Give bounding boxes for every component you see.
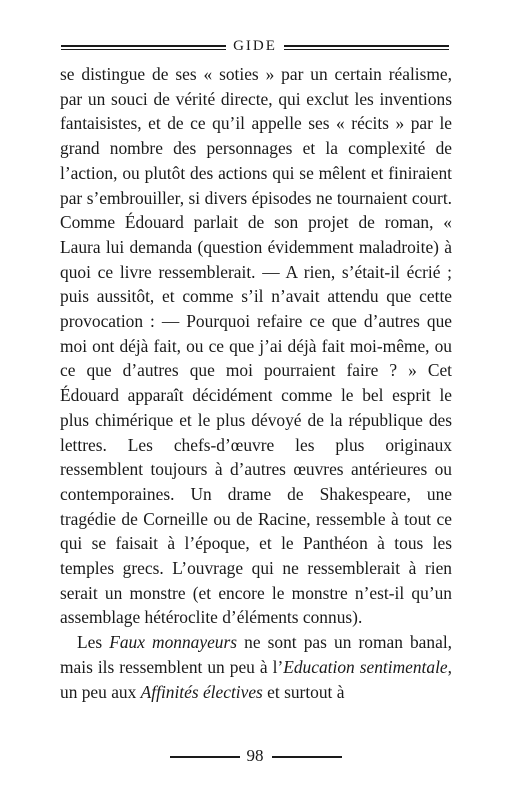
running-head: GIDE	[233, 38, 277, 54]
book-title-education-sentimentale: Education sentimentale	[283, 656, 448, 677]
footer-rule-right	[272, 756, 342, 758]
paragraph-2	[60, 630, 452, 704]
body-text	[60, 62, 452, 704]
p2-text-d: et surtout à	[262, 681, 345, 702]
p2-text-a: Les	[77, 632, 110, 653]
p2-text-b: ne sont pas un roman banal, mais ils ressemblent un peu à l’	[60, 632, 452, 677]
page-number: 98	[246, 746, 264, 765]
page-header	[61, 36, 449, 56]
book-title-affinites-electives: Affinités électives	[140, 681, 263, 702]
footer-rule-left	[170, 756, 240, 758]
book-title-faux-monnayeurs: Faux monnayeurs	[109, 632, 238, 653]
p2-text-c: , un peu aux	[60, 656, 452, 702]
paragraph-1: se distingue de ses « soties » par un certain réalisme, par un souci de vérité directe, qui exclut les inventions fantaisistes, et de ce qu’il appelle ses « récits » par le grand nombre des personnages et la complexité de l’action, ou plutôt des actions qui se mêlent et finiraient par s’embrouiller, si divers épisodes ne tournaient court. Comme Édouard parlait de son projet de roman, « Laura lui demanda (question évidemment maladroite) à quoi ce livre ressemblerait. — A rien, s’était-il écrié ; puis aussitôt, et comme s’il n’avait attendu que cette provocation : — Pourquoi refaire ce que d’autres que moi ont déjà fait, ou ce que j’ai déjà fait moi-même, ou ce que d’autres que moi pourraient faire ? » Cet Édouard apparaît décidément comme le bel esprit le plus chimérique et le plus dévoyé de la république des lettres. Les chefs-d’œuvre les plus originaux ressemblent toujours à d’autres œuvres antérieures ou contemporaines. Un drame de Shakespeare, une tragédie de Corneille ou de Racine, ressemble à tout ce qui se faisait à l’époque, et le Panthéon à tous les temples grecs. L’ouvrage qui ne ressemblerait à rien serait un monstre (et encore le monstre n’est-il qu’un assemblage hétéroclite d’éléments connus).	[60, 64, 452, 628]
page-footer	[0, 744, 507, 768]
header-rule-right	[284, 45, 449, 47]
